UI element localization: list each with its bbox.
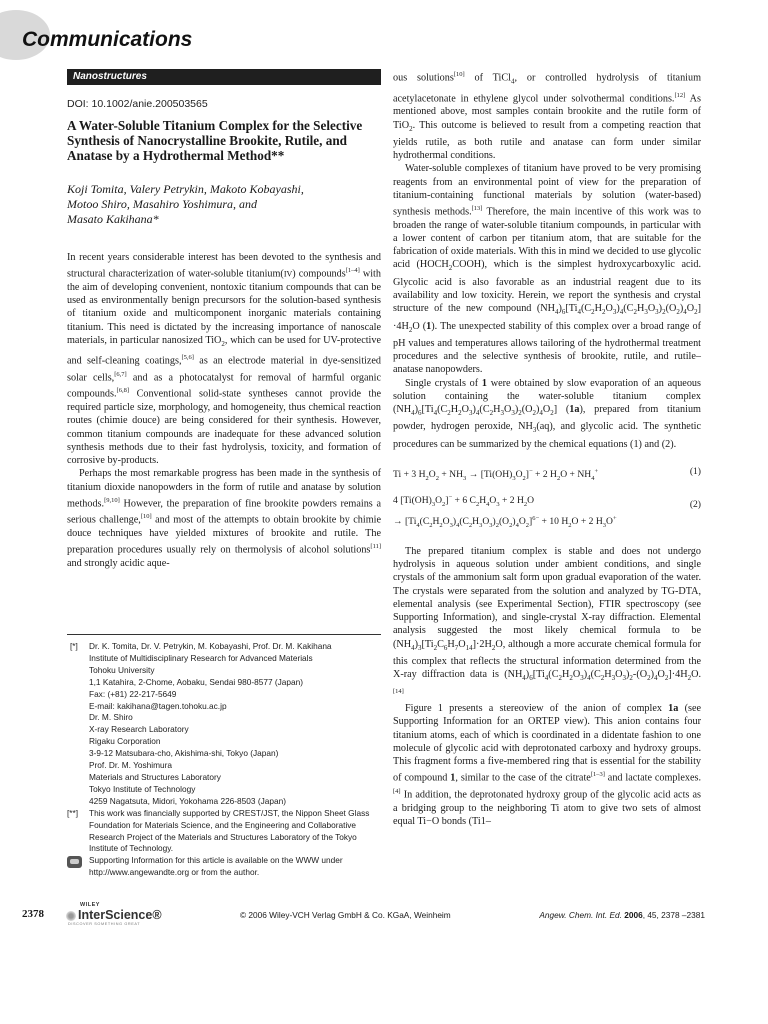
page-number: 2378 [22, 908, 44, 920]
citation: [9,10] [104, 496, 120, 504]
page-footer: 2378 WILEY InterScience® DISCOVER SOMETHING GREAT © 2006 Wiley-VCH Verlag GmbH & Co. KGaA, Weinheim Angew. Chem. Int. Ed. 2006, 45, 2378 –2381 [22, 902, 705, 926]
citation: [10] [453, 71, 465, 78]
citation: [11] [370, 543, 381, 551]
acknowledgment-footnote: [**] This work was financially supported by CREST/JST, the Nippon Sheet Glass Foundation for Materials Science, and the Engineering and Collaborative Research Project of the Materials and Structures Laboratory of the Tokyo Institute of Technology. [67, 807, 370, 854]
paragraph: The prepared titanium complex is stable and does not undergo hydrolysis in aqueous solution under ambient conditions, and single crystals of the ammonium salt form upon gradual evaporation of the water. The crystals were separated from the solution and analyzed by TG-DTA, elemental analysis (see Experimental Section), FTIR spectroscopy (see Supporting Information), and single-crystal X-ray diffraction. Elemental analysis suggested the most likely chemical formula to be $(NH_4)_3[Ti_2C_6H_7O_{14}]\cdot 2H_2O$, although a more accurate chemical formula for this complex that reflects the structural information determined from the X-ray diffraction data is $(NH_4)_6[Ti_4(C_2H_2O_3)_4(C_2H_3O_3)_2-(O_2)_4O_2]\cdot 4H_2O.[14]$ [393, 545, 701, 696]
email-address: E-mail: kakihana@tagen.tohoku.ac.jp [89, 700, 227, 711]
paragraph: Figure 1 presents a stereoview of the anion of complex 1a (see Supporting Information for an ORTEP view). This anion contains four titanium atoms, each of which is coordinated in a didentate fashion to one molecule of glycolic acid with deprotonated carboxy and hydroxy groups. This fragment forms a five-membered ring that is essential for the stability of compound 1, similar to the case of the citrate[1–3] and lactate complexes.[4] In addition, the deprotonated hydroxy group of the glycolic acid acts as a bridging group to the neighboring Ti atom to give two sets of almost equal Ti−O bonds (Ti1– [393, 703, 702, 827]
citation: [6,8] [116, 387, 129, 395]
citation: [12] [674, 91, 686, 99]
citation: [6,7] [114, 370, 127, 378]
copyright: © 2006 Wiley-VCH Verlag GmbH & Co. KGaA, Weinheim [240, 910, 451, 920]
equation-number: (1) [689, 465, 701, 477]
category-tag: Nanostructures [67, 69, 381, 85]
equations [393, 465, 701, 530]
mouse-icon [67, 856, 82, 868]
left-column [67, 251, 381, 570]
citation: [1–4] [345, 267, 360, 275]
article-title: A Water-Soluble Titanium Complex for the Selective Synthesis of Nanocrystalline Brookite, Rutile, and Anatase by a Hydrothermal Method** [67, 118, 363, 163]
citation: [1–3] [590, 771, 605, 779]
footnote-divider [67, 634, 381, 635]
citation: [14] [393, 688, 404, 696]
paragraph: Single crystals of 1 were obtained by slow evaporation of an aqueous solution containing the water-soluble titanium complex $(NH_4)_6[Ti_4(C_2H_2O_3)_4(C_2H_3O_3)_2(O_2)_4O_2]$ (1a), prepared from titanium powder, hydrogen peroxide, $NH_3(aq)$, and glycolic acid. The synthetic procedures can be summarized by the chemical equations (1) and (2). [393, 377, 701, 450]
journal-citation: Angew. Chem. Int. Ed. 2006, 45, 2378 –2381 [539, 910, 705, 920]
section-title: Communications [22, 28, 193, 51]
doi: DOI: 10.1002/anie.200503565 [67, 98, 208, 110]
paragraph: Perhaps the most remarkable progress has been made in the synthesis of titanium dioxide nanopowders in the form of rutile and anatase by solution methods.[9,10] However, the preparation of fine brookite powders remains a serious challenge,[10] and most of the attempts to obtain brookite by chimie douce techniques have yielded mixtures of brookite and rutile. The preparation procedures usually rely on thermolysis of alcohol solutions[11] and strongly acidic aque- [67, 468, 381, 570]
supporting-info-note: Supporting Information for this article is available on the WWW under http://www.angewandte.org or from the author. [67, 855, 381, 879]
affiliation-footnote: [*] Dr. K. Tomita, Dr. V. Petrykin, M. Kobayashi, Prof. Dr. M. Kakihana Institute of Multidisciplinary Research for Advanced Materials Tohoku University 1,1 Katahira, 2-Chome, Aobaku, Sendai 980-8577 (Japan) Fax: (+81) 22-217-5649 E-mail: kakihana@tagen.tohoku.ac.jp Dr. M. Shiro X-ray Research Laboratory Rigaku Corporation 3-9-12 Matsubara-cho, Akishima-shi, Tokyo (Japan) Prof. Dr. M. Yoshimura Materials and Structures Laboratory Tokyo Institute of Technology 4259 Nagatsuta, Midori, Yokohama 226-8503 (Japan) [67, 641, 381, 808]
right-column [393, 68, 701, 828]
running-header [0, 10, 768, 58]
paragraph: In recent years considerable interest has been devoted to the synthesis and structural characterization of water-soluble titanium(IV) compounds[1–4] with the aim of developing convenient, nontoxic titanium compounds that can be used as environmentally benign precursors for the solution-based synthesis of titanium oxide and multicomponent inorganic materials containing titanium. This need is dictated by the increasing importance of nanoscale materials, in particular nanosized TiO$_2$, which can be used for UV-protective and self-cleaning coatings,[5,6] as an electrode material in dye-sensitized solar cells,[6,7] and as a photocatalyst for removal of harmful organic compounds.[6,8] Conventional solid-state syntheses cannot provide the required particle size, morphology, and homogeneity, thus chemical reaction routes (chimie douce) are being considered for their synthesis. However, common titanium compounds are inadequate for these advanced solution synthesis methods due to their fast hydrolysis, toxicity, and formation of corrosive by-products. [67, 252, 381, 467]
equation-1: Ti + 3 $H_2O_2 + NH_3 \to [Ti(OH)_3O_2]^- + 2$ $H_2O + NH_4^+$ (1) [393, 465, 701, 482]
citation: [4] [393, 787, 401, 795]
authors-line: Masato Kakihana* [67, 212, 159, 226]
authors-line: Motoo Shiro, Masahiro Yoshimura, and [67, 197, 258, 211]
paragraph: Water-soluble complexes of titanium have proved to be very promising reagents from an environmental point of view for the preparation of titanium-containing functional materials by solution (water-based) synthesis methods.[13] Therefore, the main incentive of this work was to broaden the range of water-soluble titanium compounds, in particular with a lower content of carbon per titanium atom, that are suitable for the fabrication of oxide materials. With this in mind we decided to use glycolic acid $(HOCH_2COOH)$, which is the simplest hydroxycarboxylic acid. Glycolic acid is also favorable as an industrial reagent due to its availability and low toxicity. Herein, we report the synthesis and crystal structure of the new compound $(NH_4)_6[Ti_4(C_2H_2O_3)_4(C_2H_3O_3)_2(O_2)_4O_2] \cdot 4H_2O$ (1). The unexpected stability of this complex over a broad range of pH values and temperatures allows tailoring of the hydrothermal treatment procedures and the selective synthesis of brookite, rutile, and rutile–anatase nanopowders. [393, 163, 702, 376]
equation-number: (2) [689, 498, 701, 510]
citation: [13] [471, 205, 483, 213]
footnotes [67, 641, 381, 879]
citation: [10] [140, 513, 152, 521]
authors [67, 182, 387, 227]
equation-2: 4 $[Ti(OH)_3O_2]^- + 6$ $C_2H_4O_3 + 2$ $H_2O$ → $[Ti_4(C_2H_2O_3)_4(C_2H_3O_3)_2(O_2)_4O_2]^{6-} + 10$ $H_2O + 2$ $H_3O^+$ (2) [393, 493, 701, 530]
authors-line: Koji Tomita, Valery Petrykin, Makoto Kobayashi, [67, 182, 304, 196]
citation: [5,6] [181, 354, 194, 362]
paragraph: ous solutions[10] of TiCl$_4$, or controlled hydrolysis of titanium acetylacetonate in ethylene glycol under solvothermal conditions.[12] As mentioned above, most samples contain brookite and the rutile form of TiO$_2$. This outcome is believed to result from a competing reaction that yields rutile, as both rutile and anatase can form under similar hydrothermal conditions. [393, 71, 702, 162]
